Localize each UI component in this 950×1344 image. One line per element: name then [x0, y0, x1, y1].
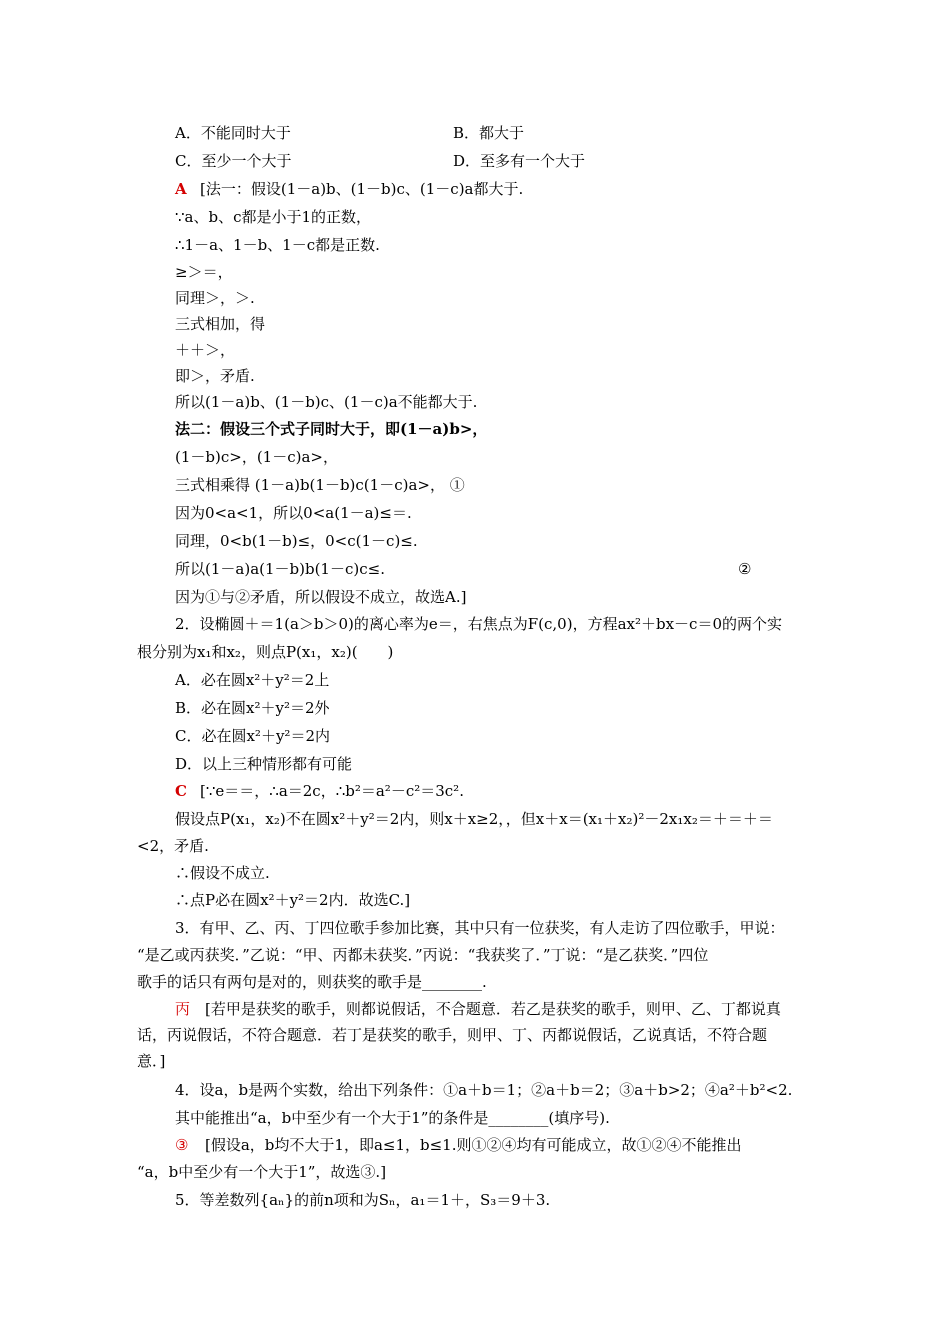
method-two-line: 法二：假设三个式子同时大于，即(1－a)b>， — [175, 420, 488, 438]
option-b: B．都大于 — [453, 124, 525, 142]
solution-line: 假设点P(x₁，x₂)不在圆x²＋y²＝2内，则x＋x≥2，，但x＋x＝(x₁＋x₂)²－2x₁x₂＝＋＝＋＝ — [175, 810, 773, 828]
answer-letter: ③ — [175, 1136, 189, 1154]
solution-line: ≥＞＝， — [175, 263, 233, 281]
question-5: 5．等差数列{aₙ}的前n项和为Sₙ，a₁＝1＋，S₃＝9＋3. — [175, 1191, 551, 1209]
solution-line: [假设a，b均不大于1，即a≤1，b≤1.则①②④均有可能成立，故①②④不能推出 — [205, 1136, 742, 1154]
solution-line: [若甲是获奖的歌手，则都说假话，不合题意．若乙是获奖的歌手，则甲、乙、丁都说真 — [205, 1000, 781, 1018]
option-d: D．至多有一个大于 — [453, 152, 586, 170]
solution-line: 因为①与②矛盾，所以假设不成立，故选A.] — [175, 588, 467, 606]
solution-line: ∴点P必在圆x²＋y²＝2内．故选C.] — [175, 891, 411, 909]
question-2: 2．设椭圆＋＝1(a＞b＞0)的离心率为e＝，右焦点为F(c,0)，方程ax²＋bx－c＝0的两个实 — [175, 615, 783, 633]
solution-line: [∵e＝＝，∴a＝2c，∴b²＝a²－c²＝3c². — [200, 782, 464, 800]
solution-line: 所以(1－a)a(1－b)b(1－c)c≤. — [175, 560, 385, 578]
solution-line: 同理＞，＞. — [175, 289, 255, 307]
question-3-cont: “是乙或丙获奖．”乙说：“甲、丙都未获奖．”丙说：“我获奖了．”丁说：“是乙获奖．”四位 — [137, 946, 709, 964]
answer-letter: C — [175, 782, 187, 800]
solution-line: (1－b)c>，(1－c)a>， — [175, 448, 338, 466]
question-3: 3．有甲、乙、丙、丁四位歌手参加比赛，其中只有一位获奖，有人走访了四位歌手，甲说： — [175, 919, 785, 937]
solution-line: [法一：假设(1－a)b、(1－b)c、(1－c)a都大于. — [200, 180, 524, 198]
solution-line: ∴假设不成立. — [175, 864, 270, 882]
option-a: A．不能同时大于 — [175, 124, 291, 142]
question-4-cont: 其中能推出“a，b中至少有一个大于1”的条件是________(填序号). — [175, 1109, 610, 1127]
question-2-cont: 根分别为x₁和x₂，则点P(x₁，x₂)( ) — [137, 643, 394, 661]
solution-line: ∵a、b、c都是小于1的正数， — [175, 208, 372, 226]
question-4: 4．设a，b是两个实数，给出下列条件：①a＋b＝1；②a＋b＝2；③a＋b>2；④a²＋b²<2. — [175, 1081, 793, 1099]
option-a: A．必在圆x²＋y²＝2上 — [175, 671, 330, 689]
solution-line: ∴1－a、1－b、1－c都是正数. — [175, 236, 380, 254]
question-3-cont: 歌手的话只有两句是对的，则获奖的歌手是________. — [137, 973, 487, 991]
option-c: C．必在圆x²＋y²＝2内 — [175, 727, 330, 745]
solution-line: <2，矛盾. — [137, 837, 209, 855]
solution-line: ＋＋＞， — [175, 341, 236, 359]
solution-line: 同理，0<b(1－b)≤，0<c(1－c)≤. — [175, 532, 418, 550]
solution-line: 因为0<a<1，所以0<a(1－a)≤＝. — [175, 504, 412, 522]
option-b: B．必在圆x²＋y²＝2外 — [175, 699, 330, 717]
solution-line: “a，b中至少有一个大于1”，故选③.] — [137, 1163, 387, 1181]
answer-letter: 丙 — [175, 1000, 191, 1018]
solution-line: 意．] — [137, 1052, 166, 1070]
equation-marker: ② — [738, 560, 752, 578]
solution-line: 即＞，矛盾. — [175, 367, 255, 385]
option-c: C．至少一个大于 — [175, 152, 292, 170]
solution-line: 三式相加，得 — [175, 315, 266, 333]
solution-line: 话，丙说假话，不符合题意．若丁是获奖的歌手，则甲、丁、丙都说假话，乙说真话，不符合题 — [137, 1026, 768, 1044]
solution-line: 三式相乘得 (1－a)b(1－b)c(1－c)a>， ① — [175, 476, 465, 494]
answer-letter: A — [175, 180, 187, 198]
option-d: D．以上三种情形都有可能 — [175, 755, 353, 773]
solution-line: 所以(1－a)b、(1－b)c、(1－c)a不能都大于. — [175, 393, 478, 411]
